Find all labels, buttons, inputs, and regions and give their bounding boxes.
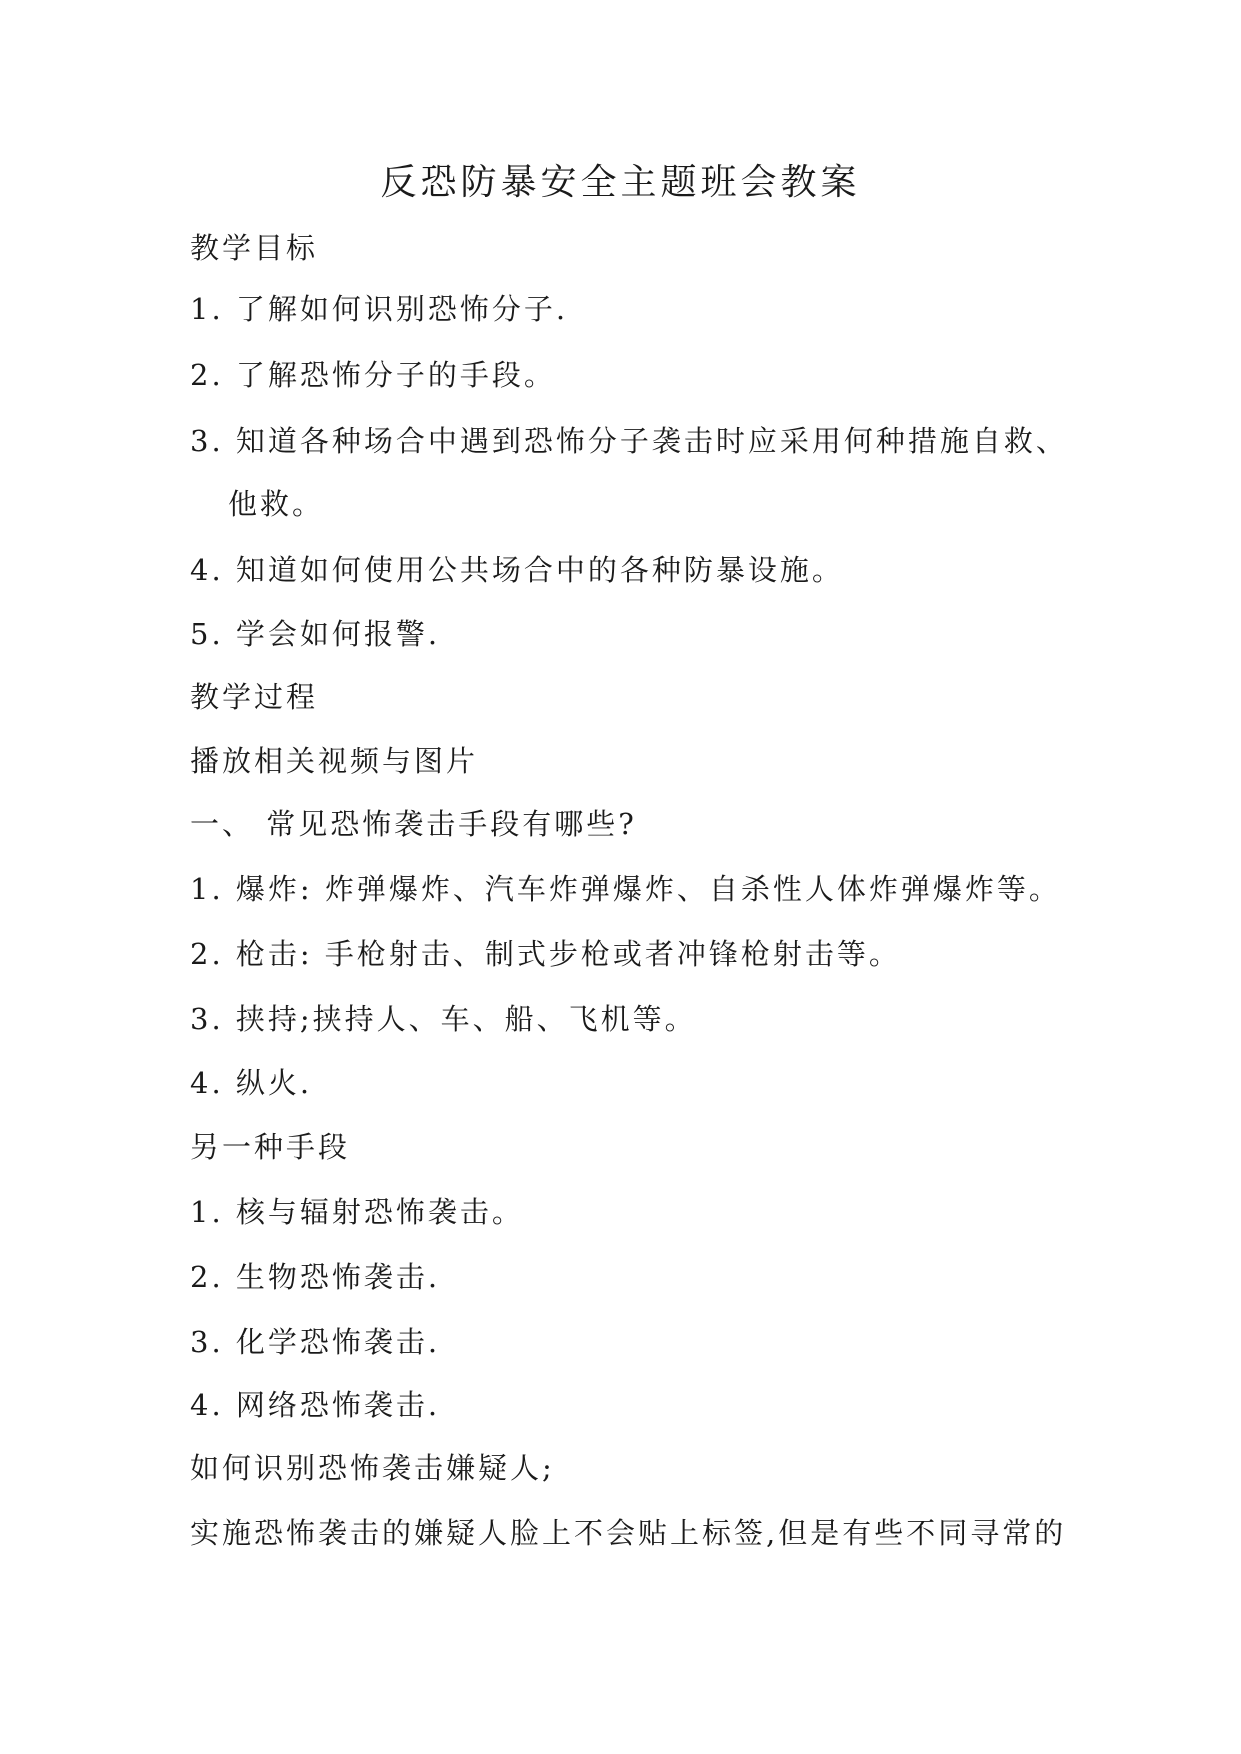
attack-method-3: 3. 挟持;挟持人、车、船、飞机等。 (190, 1002, 697, 1036)
paragraph-identify-suspects: 实施恐怖袭击的嫌疑人脸上不会贴上标签,但是有些不同寻常的 (190, 1516, 1067, 1550)
heading-teaching-goals: 教学目标 (190, 231, 319, 265)
other-method-4: 4. 网络恐怖袭击. (190, 1388, 441, 1422)
process-intro: 播放相关视频与图片 (190, 744, 479, 778)
other-method-2: 2. 生物恐怖袭击. (190, 1260, 441, 1294)
heading-identify-suspects: 如何识别恐怖袭击嫌疑人; (190, 1451, 555, 1485)
section-one-heading: 一、 常见恐怖袭击手段有哪些? (190, 807, 637, 841)
goal-item-2: 2. 了解恐怖分子的手段。 (190, 358, 556, 392)
goal-item-4: 4. 知道如何使用公共场合中的各种防暴设施。 (190, 553, 844, 587)
goal-item-3: 3. 知道各种场合中遇到恐怖分子袭击时应采用何种措施自救、 (190, 424, 1068, 458)
heading-other-methods: 另一种手段 (190, 1130, 351, 1164)
heading-teaching-process: 教学过程 (190, 680, 319, 714)
attack-method-1: 1. 爆炸: 炸弹爆炸、汽车炸弹爆炸、自杀性人体炸弹爆炸等。 (190, 872, 1061, 906)
attack-method-2: 2. 枪击: 手枪射击、制式步枪或者冲锋枪射击等。 (190, 937, 901, 971)
attack-method-4: 4. 纵火. (190, 1066, 313, 1100)
other-method-1: 1. 核与辐射恐怖袭击。 (190, 1195, 524, 1229)
goal-item-1: 1. 了解如何识别恐怖分子. (190, 292, 569, 326)
other-method-3: 3. 化学恐怖袭击. (190, 1325, 441, 1359)
document-title: 反恐防暴安全主题班会教案 (380, 162, 861, 203)
goal-item-5: 5. 学会如何报警. (190, 617, 441, 651)
goal-item-3-continuation: 他救。 (228, 487, 325, 521)
